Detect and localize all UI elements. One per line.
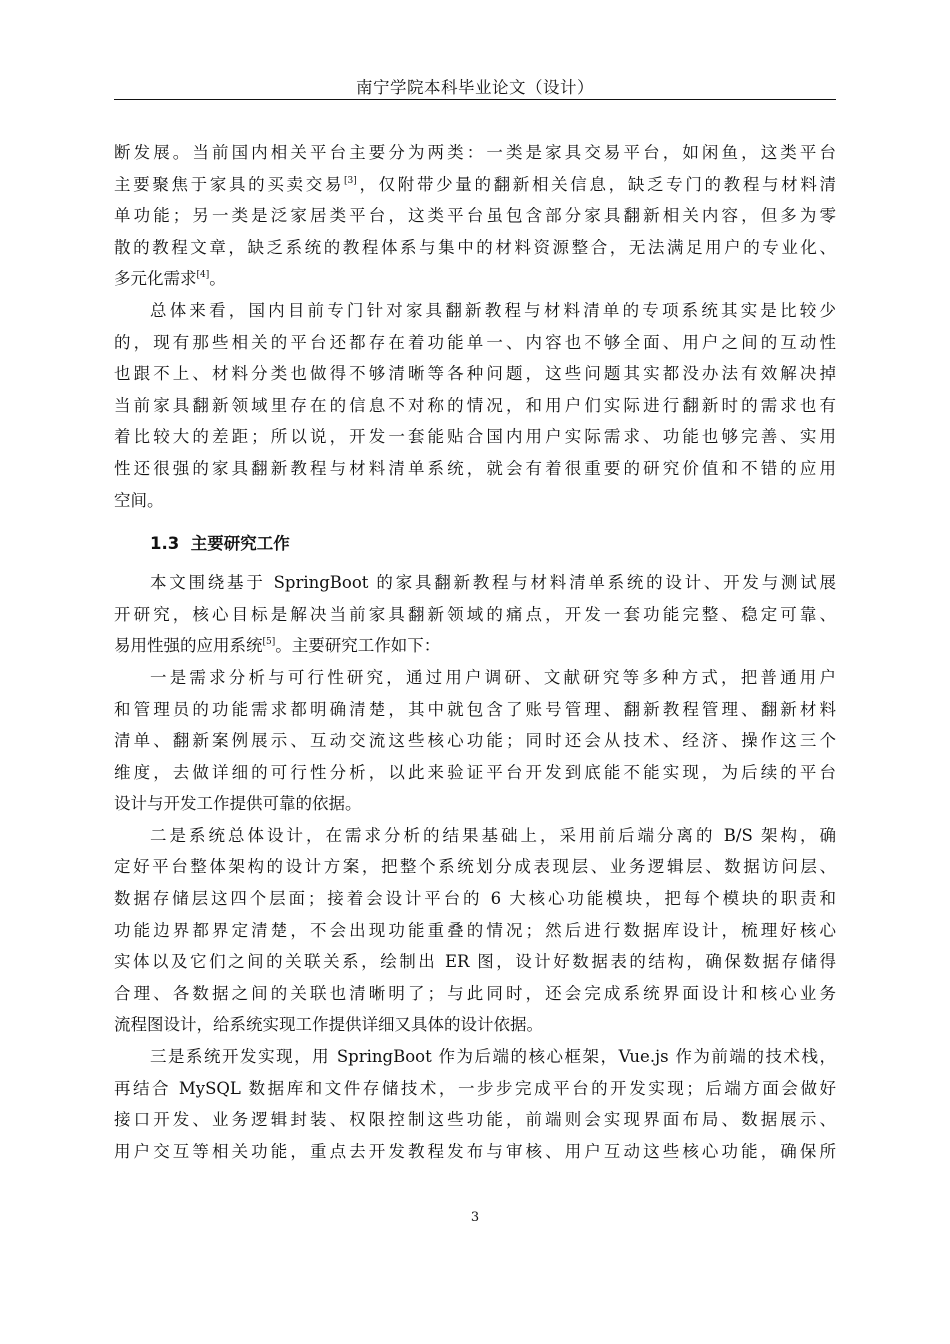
text-line: 三是系统开发实现，用 SpringBoot 作为后端的核心框架，Vue.js 作为前端的技术栈， <box>150 1047 836 1067</box>
text-line: 单功能；另一类是泛家居类平台，这类平台虽包含部分家具翻新相关内容，但多为零 <box>114 206 836 226</box>
text-line: 维度，去做详细的可行性分析，以此来验证平台开发到底能不能实现，为后续的平台 <box>114 762 836 782</box>
text-span: ，仅附带少量的翻新相关信息，缺乏专门的教程与材料清 <box>356 174 837 194</box>
text-line: 也跟不上、材料分类也做得不够清晰等各种问题，这些问题其实都没办法有效解决掉 <box>114 364 836 384</box>
text-line: 着比较大的差距；所以说，开发一套能贴合国内用户实际需求、功能也够完善、实用 <box>114 427 836 447</box>
text-line: 设计与开发工作提供可靠的依据。 <box>114 794 362 814</box>
paragraph-3 <box>114 570 836 665</box>
text-line: 性还很强的家具翻新教程与材料清单系统，就会有着很重要的研究价值和不错的应用 <box>114 458 836 478</box>
text-line: 实体以及它们之间的关联关系，绘制出 ER 图，设计好数据表的结构，确保数据存储得 <box>114 952 836 972</box>
header-rule <box>114 99 836 100</box>
text-line: 和管理员的功能需求都明确清楚，其中就包含了账号管理、翻新教程管理、翻新材料 <box>114 699 836 719</box>
text-line <box>114 266 836 298</box>
text-line: 一是需求分析与可行性研究，通过用户调研、文献研究等多种方式，把普通用户 <box>150 667 836 687</box>
page-number: 3 <box>470 1210 480 1225</box>
section-heading <box>114 522 836 566</box>
text-span: 。主要研究工作如下： <box>275 636 441 656</box>
citation-ref: [5] <box>262 637 276 648</box>
text-line: 数据存储层这四个层面；接着会设计平台的 6 大核心功能模块，把每个模块的职责和 <box>114 889 836 909</box>
paragraph-1 <box>114 140 836 298</box>
paragraph-5 <box>114 823 836 1044</box>
paragraph-4 <box>114 665 836 823</box>
text-line: 清单、翻新案例展示、互动交流这些核心功能；同时还会从技术、经济、操作这三个 <box>114 731 836 751</box>
text-span: 多元化需求 <box>114 269 197 289</box>
text-line: 开研究，核心目标是解决当前家具翻新领域的痛点，开发一套功能完整、稳定可靠、 <box>114 604 836 624</box>
section-number: 1.3 <box>150 534 180 554</box>
text-line: 接口开发、业务逻辑封装、权限控制这些功能，前端则会实现界面布局、数据展示、 <box>114 1110 836 1130</box>
text-line: 空间。 <box>114 490 164 510</box>
text-span: 。 <box>209 269 226 289</box>
text-line: 定好平台整体架构的设计方案，把整个系统划分成表现层、业务逻辑层、数据访问层、 <box>114 857 836 877</box>
text-line: 断发展。当前国内相关平台主要分为两类：一类是家具交易平台，如闲鱼，这类平台 <box>114 143 836 162</box>
paragraph-2 <box>114 298 836 519</box>
text-line: 功能边界都界定清楚，不会出现功能重叠的情况；然后进行数据库设计，梳理好核心 <box>114 920 836 940</box>
text-line: 本文围绕基于 SpringBoot 的家具翻新教程与材料清单系统的设计、开发与测试展 <box>150 573 836 593</box>
text-line: 二是系统总体设计，在需求分析的结果基础上，采用前后端分离的 B/S 架构，确 <box>150 825 836 845</box>
text-span: 易用性强的应用系统 <box>114 636 263 656</box>
citation-ref: [3] <box>344 175 357 186</box>
text-line <box>114 172 836 204</box>
section-title: 主要研究工作 <box>190 534 290 554</box>
text-line <box>114 633 836 665</box>
text-line: 用户交互等相关功能，重点去开发教程发布与审核、用户互动这些核心功能，确保所 <box>114 1141 836 1161</box>
running-header: 南宁学院本科毕业论文（设计） <box>356 78 594 97</box>
text-line: 散的教程文章，缺乏系统的教程体系与集中的材料资源整合，无法满足用户的专业化、 <box>114 237 836 257</box>
citation-ref: [4] <box>196 270 210 281</box>
text-line: 流程图设计，给系统实现工作提供详细又具体的设计依据。 <box>114 1015 543 1035</box>
text-line: 总体来看，国内目前专门针对家具翻新教程与材料清单的专项系统其实是比较少 <box>150 300 836 320</box>
text-line: 合理、各数据之间的关联也清晰明了；与此同时，还会完成系统界面设计和核心业务 <box>114 983 836 1003</box>
text-line: 当前家具翻新领域里存在的信息不对称的情况，和用户们实际进行翻新时的需求也有 <box>114 395 836 415</box>
text-line: 的，现有那些相关的平台还都存在着功能单一、内容也不够全面、用户之间的互动性 <box>114 332 836 352</box>
text-span: 主要聚焦于家具的买卖交易 <box>114 174 345 194</box>
text-line: 再结合 MySQL 数据库和文件存储技术，一步步完成平台的开发实现；后端方面会做好 <box>114 1078 836 1098</box>
page-body <box>114 140 836 1170</box>
paragraph-6 <box>114 1044 836 1170</box>
